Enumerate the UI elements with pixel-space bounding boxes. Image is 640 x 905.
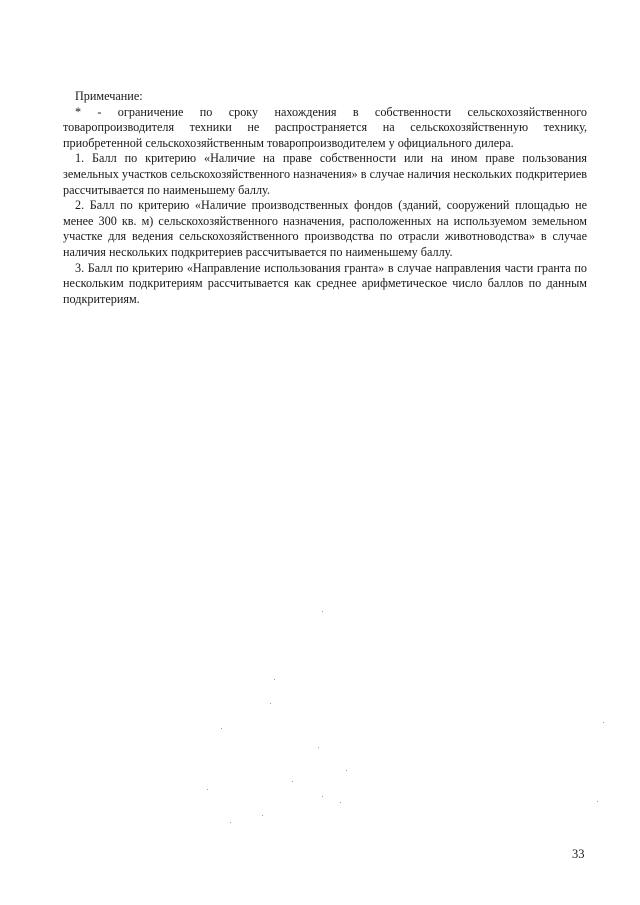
note-paragraph-1: 1. Балл по критерию «Наличие на праве собственности или на ином праве пользования земельных участков сельскохозяйственного назначения» в случае наличия нескольких подкритериев рассчитывается по наименьшему баллу.	[63, 151, 587, 197]
note-paragraph-3: 3. Балл по критерию «Направление использования гранта» в случае направления части гранта по нескольким подкритериям рассчитывается как среднее арифметическое число баллов по данным подкритериям.	[63, 260, 587, 306]
note-paragraph-2: 2. Балл по критерию «Наличие производственных фондов (зданий, сооружений площадью не менее 300 кв. м) сельскохозяйственного назначения, расположенных на используемом земельном участке для ведения сельскохозяйственного производства по отрасли животноводства» в случае наличия нескольких подкритериев рассчитывается по наименьшему баллу.	[63, 198, 587, 259]
note-heading: Примечание:	[75, 89, 143, 103]
note-section	[63, 89, 587, 307]
page-number: 33	[572, 847, 585, 861]
note-paragraph-asterisk: * - ограничение по сроку нахождения в собственности сельскохозяйственного товаропроизводителя техники не распространяется на сельскохозяйственную технику, приобретенной сельскохозяйственным товаропроизводителем у официального дилера.	[63, 104, 587, 150]
